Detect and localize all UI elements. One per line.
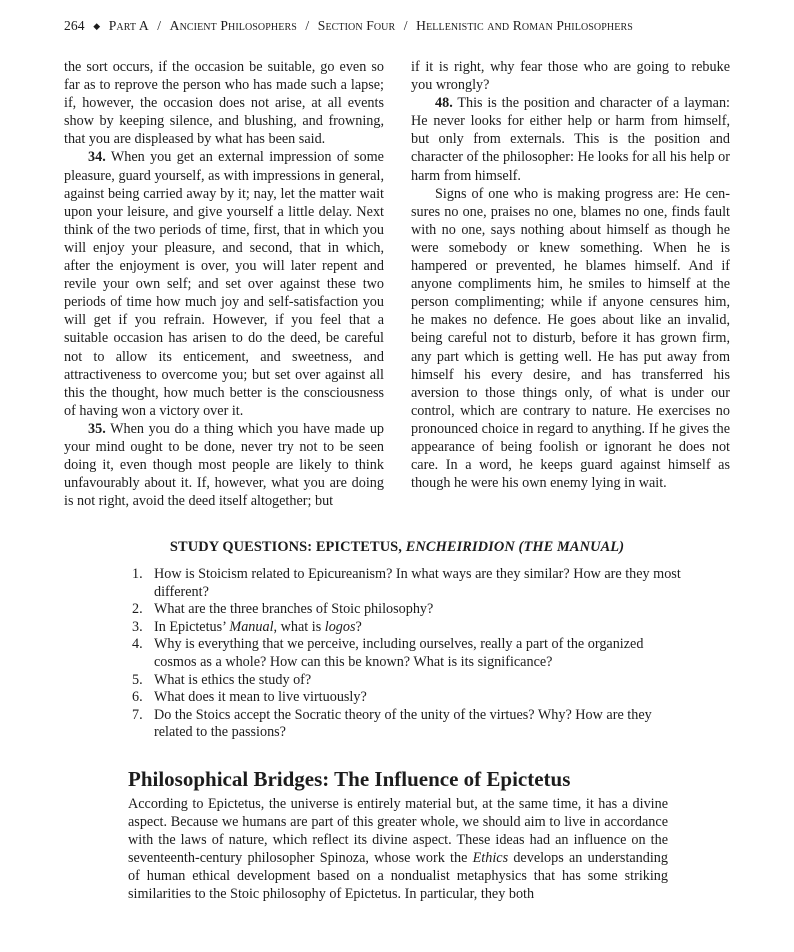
question-emphasis: logos [324,618,356,635]
section-number: 48. [435,95,453,112]
running-header [64,18,744,34]
question-text: What is ethics the study of? [154,671,312,688]
work-title: Ethics [472,850,509,867]
question-number: 2. [132,601,143,618]
study-title-work: ENCHEIRIDION (THE MANUAL) [405,539,625,555]
list-item [126,636,686,671]
question-text: ? [355,618,362,635]
paragraph-text: This is the position and character of a layman: He never looks for either help or harm from himself, but only from externals. This is the position and character of the philosopher: He looks for all his help or harm from himself. [411,95,730,184]
study-title-prefix: STUDY QUESTIONS: EPICTETUS, [169,539,402,555]
list-item [126,689,686,707]
header-subsection: Hellenistic and Roman Philosophers [416,18,633,33]
study-questions-list [126,566,686,742]
paragraph-text: According to Epictetus, the universe is entirely material but, at the same time, it has a divine aspect. Because we humans are part of this greater whole, we should aim to live in accordance with the laws of nature, which reflect its divine aspect. These ideas had an influence on the seventeenth-century philosopher Spinoza, whose work the [128,796,668,867]
paragraph-text: develops an understanding of human ethical development based on a nondualist metaphysics that has some striking similarities to the Stoic philosophy of Epictetus. In particular, they both [128,850,668,903]
question-number: 6. [132,689,143,706]
header-part: Part A [108,18,149,33]
question-text: In Epictetus’ [154,618,226,635]
question-text: How is Stoicism related to Epicureanism? In what ways are they similar? How are they most different? [154,566,681,600]
list-item [126,619,686,637]
right-column [411,58,730,492]
list-item [126,707,686,742]
header-section-title: Ancient Philosophers [169,18,297,33]
paragraph-48 [411,94,730,184]
header-separator: / [157,18,162,33]
question-text: Why is everything that we perceive, including ourselves, really a part of the organized cosmos as a whole? How can this be known? What is its significance? [154,636,644,670]
paragraph-text: When you do a thing which you have made up your mind ought to be done, never try not to be seen doing it, even though most people are likely to think unfavourably about it. If, however, what you are doing is not right, avoid the deed itself altogether; but [64,420,385,510]
page-number: 264 [64,18,85,33]
diamond-bullet-icon: ◆ [93,21,101,31]
list-item [126,601,686,619]
paragraph-35 [64,420,384,510]
question-number: 7. [132,706,143,723]
paragraph: the sort occurs, if the occasion be suitable, go even so far as to reprove the person who has made such a lapse; if, however, the occasion does not arise, at all events show by keeping silence, and blushing, and frowning, that you are displeased by what has been said. [64,59,384,148]
question-text: Do the Stoics accept the Socratic theory of the unity of the virtues? Why? How are they related to the passions? [154,706,652,741]
section-number: 34. [88,149,106,166]
list-item [126,566,686,601]
study-questions-heading [0,539,794,556]
header-separator: / [403,18,408,33]
section-number: 35. [88,420,106,437]
question-text: What are the three branches of Stoic philosophy? [154,601,434,618]
question-number: 5. [132,671,143,688]
bridges-paragraph [128,795,668,904]
paragraph: if it is right, why fear those who are going to rebuke you wrongly? [411,59,730,94]
paragraph-text: When you get an external impression of some pleasure, guard yourself, as with impressions in general, against being carried away by it; nay, let the matter wait upon your leisure, and give yourself a little delay. Next think of the two periods of time, first, that in which you will enjoy your pleasure, and second, that in which, after the enjoyment is over, you will later repent and revile your own self; and set over against these two periods of time how much joy and self-satisfaction you will get if you refrain. However, if you feel that a suitable occasion has arisen to do the deed, be careful not to allow its enticement, and sweetness, and attractiveness to overcome you; but set over against all this the thought, how much better is the consciousness of having won a victory over it. [64,149,384,419]
question-number: 1. [132,566,143,582]
section-heading: Philosophical Bridges: The Influence of Epictetus [128,767,571,791]
left-column [64,58,384,510]
question-number: 3. [132,618,143,635]
paragraph-34 [64,148,384,419]
paragraph: Signs of one who is making progress are: He censures no one, praises no one, blames no one, finds fault with no one, says nothing about himself as though he were somebody or knew something. When he is hampered or prevented, he blames himself. And if anyone compliments him, he smiles to himself at the person complimenting; while if anyone censures him, he makes no defence. He goes about like an invalid, being careful not to disturb, before it has grown firm, any part which is getting well. He has put away from himself his every desire, and has transferred his aversion to those things only, of what is under our control, which are contrary to nature. He exercises no pronounced choice in regard to anything. If he gives the appearance of being foolish or ignorant he does not care. In a word, he keeps guard against himself as though he were his own enemy lying in wait. [411,185,730,492]
header-separator: / [305,18,310,33]
question-text: What does it mean to live virtuously? [154,689,367,706]
question-number: 4. [132,636,143,653]
question-text: , what is [273,618,322,635]
list-item [126,672,686,690]
header-section: Section Four [317,18,396,33]
question-emphasis: Manual [229,618,274,635]
